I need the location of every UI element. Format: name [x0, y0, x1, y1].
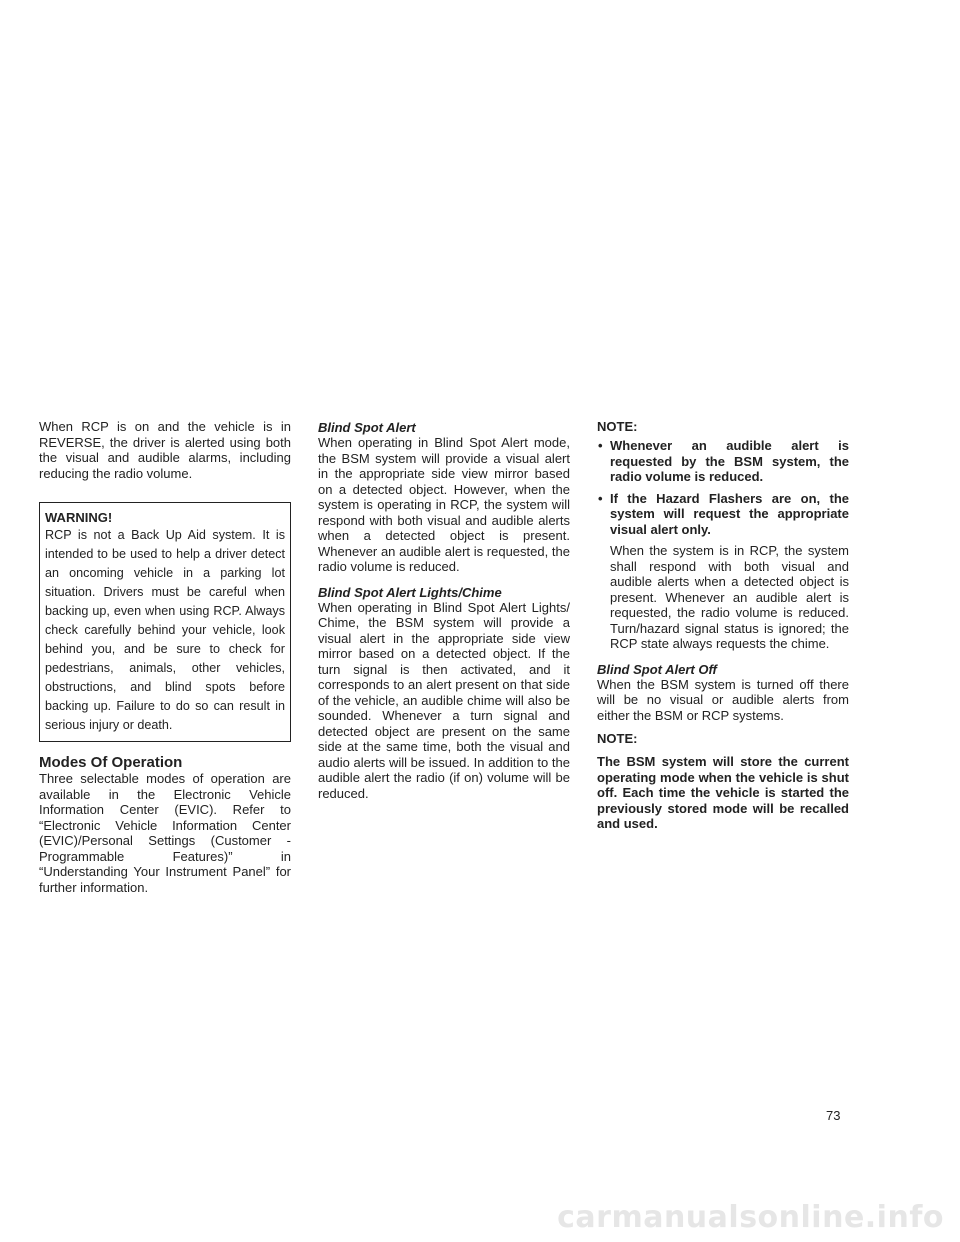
- heading-blind-spot-alert-off: Blind Spot Alert Off: [597, 661, 717, 677]
- middle-column: [318, 419, 570, 801]
- bullet-text: Whenever an audible alert is requested by the BSM system, the radio volume is reduced.: [610, 438, 849, 484]
- right-column: [597, 419, 849, 832]
- list-item: [597, 438, 849, 485]
- warning-text: RCP is not a Back Up Aid system. It is intended to be used to help a driver detect an oncoming vehicle in a parking lot situation. Drivers must be careful when backing up, even when using RCP. Always check carefully behind your vehicle, look behind you, and be sure to check for pedestrians, animals, other vehicles, obstructions, and blind spots before backing up. Failure to do so can result in serious injury or death.: [45, 528, 285, 732]
- warning-box: [39, 502, 291, 742]
- rcp-intro-paragraph: When RCP is on and the vehicle is in REVERSE, the driver is alerted using both the visual and audible alarms, including reducing the radio volume.: [39, 419, 291, 481]
- page-number: 73: [826, 1108, 841, 1123]
- note-stored-mode-text: The BSM system will store the current operating mode when the vehicle is shut off. Each time the vehicle is started the previously stored mode will be recalled and used.: [597, 754, 849, 831]
- note-label: NOTE:: [597, 419, 638, 434]
- list-item: [597, 491, 849, 538]
- heading-blind-spot-alert: Blind Spot Alert: [318, 420, 416, 435]
- bullet-icon: •: [598, 438, 603, 453]
- watermark-banner: [0, 1196, 960, 1242]
- alert-off-paragraph: When the BSM system is turned off there will be no visual or audible alerts from either the BSM or RCP systems.: [597, 676, 849, 723]
- section-title-modes-of-operation: Modes Of Operation: [39, 754, 183, 771]
- bullet-text: If the Hazard Flashers are on, the system will request the appropriate visual alert only.: [610, 490, 849, 537]
- heading-blind-spot-alert-lights-chime: Blind Spot Alert Lights/Chime: [318, 584, 502, 600]
- note-label: NOTE:: [597, 731, 638, 746]
- note-bullet-list: [597, 438, 849, 537]
- bullet-icon: •: [598, 490, 603, 506]
- blind-spot-alert-paragraph: When operating in Blind Spot Alert mode, the BSM system will provide a visual alert in the appropriate side view mirror based on a detected object. However, when the system is operating in RCP, the system will respond with both visual and audible alerts when a detected object is present. Whenever an audible alert is requested, the radio volume is reduced.: [318, 435, 570, 574]
- lights-chime-paragraph: When operating in Blind Spot Alert Lights/ Chime, the BSM system will provide a visual alert in the appropriate side view mirror based on a detected object. If the turn signal is then activated, and it corresponds to an alert present on that side of the vehicle, an audible chime will also be sounded. Whenever a turn signal and detected object are present on the same side at the same time, both the visual and audio alerts will be issued. In addition to the audible alert the radio (if on) volume will be reduced.: [318, 599, 570, 801]
- warning-title: WARNING!: [45, 510, 113, 525]
- left-column: [39, 419, 291, 895]
- modes-paragraph: Three selectable modes of operation are available in the Electronic Vehicle Information Center (EVIC). Refer to “Electronic Vehicle Information Center (EVIC)/Personal Settings (Customer - Programmable Features)” in “Understanding Your Instrument Panel” for further information.: [39, 771, 291, 895]
- rcp-response-paragraph: When the system is in RCP, the system shall respond with both visual and audible alerts when a detected object is present. Whenever an audible alert is requested, the radio volume is reduced. Turn/hazard signal status is ignored; the RCP state always requests the chime.: [610, 543, 849, 651]
- watermark-text: carmanualsonline.info: [557, 1200, 944, 1235]
